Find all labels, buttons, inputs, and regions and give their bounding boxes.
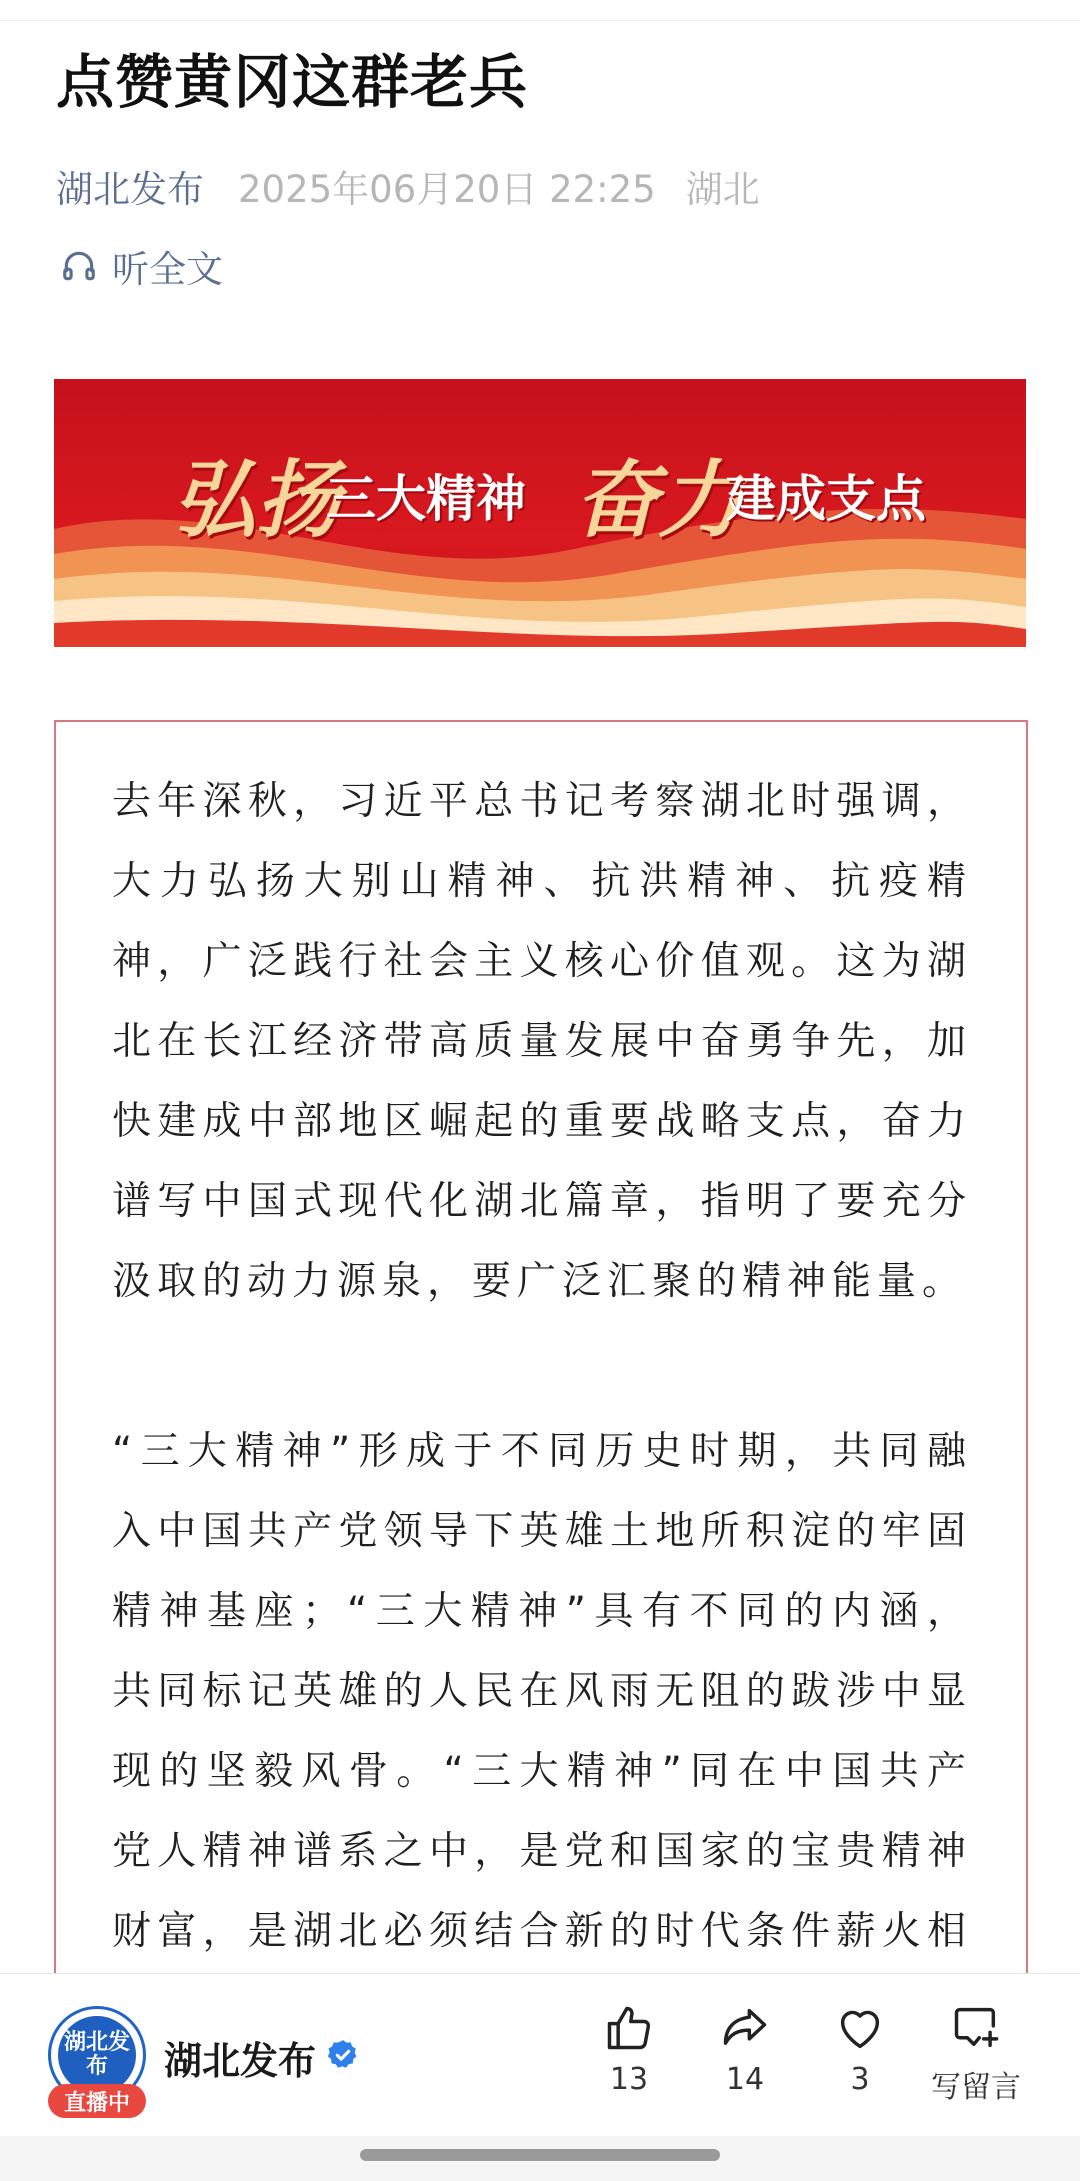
- article-content: [54, 720, 1028, 2042]
- listen-full-button[interactable]: [60, 240, 223, 292]
- avatar-logo: 湖北发布: [58, 2016, 136, 2094]
- article-title: 点赞黄冈这群老兵: [56, 48, 529, 116]
- banner-calligraphy-1: 弘扬: [172, 450, 341, 549]
- share-button[interactable]: [690, 2002, 800, 2097]
- home-indicator[interactable]: [360, 2149, 720, 2161]
- share-arrow-icon: [719, 2002, 771, 2054]
- banner-text-2: 建成支点: [726, 470, 926, 528]
- article-meta: [56, 160, 760, 212]
- banner-text-1: 三大精神: [326, 470, 526, 528]
- banner-calligraphy-2: 奋力: [574, 450, 743, 549]
- publish-datetime: 2025年06月20日 22:25: [238, 168, 656, 211]
- article-paragraph: “三大精神”形成于不同历史时期，共同融入中国共产党领导下英雄土地所积淀的牢固精神基座；“三大精神”具有不同的内涵，共同标记英雄的人民在风雨无阻的跋涉中显现的坚毅风骨。“三大精神”同在中国共产党人精神谱系之中，是党和国家的宝贵精神财富，是湖北必须结合新的时代条件薪火相: [112, 1429, 972, 1954]
- source-link[interactable]: 湖北发布: [56, 168, 204, 211]
- like-count: 13: [609, 2062, 649, 2097]
- article-paragraph: 去年深秋，习近平总书记考察湖北时强调，大力弘扬大别山精神、抗洪精神、抗疫精神，广泛践行社会主义核心价值观。这为湖北在长江经济带高质量发展中奋勇争先，加快建成中部地区崛起的重要战略支点，奋力谱写中国式现代化湖北篇章，指明了要充分汲取的动力源泉，要广泛汇聚的精神能量。: [112, 779, 972, 1304]
- bottom-action-bar: [0, 1973, 1080, 2137]
- verified-icon: [326, 2038, 360, 2072]
- publish-location: 湖北: [685, 168, 760, 211]
- thumbs-up-icon: [603, 2002, 655, 2054]
- comment-label: 写留言: [931, 2070, 1021, 2105]
- comment-add-icon: [950, 2002, 1002, 2054]
- status-bar-edge: [0, 0, 1080, 21]
- share-count: 14: [725, 2062, 765, 2097]
- favorite-button[interactable]: [805, 2002, 915, 2097]
- like-button[interactable]: [574, 2002, 684, 2097]
- banner-image: [54, 379, 1026, 647]
- heart-icon: [834, 2002, 886, 2054]
- live-badge[interactable]: 直播中: [48, 2084, 146, 2118]
- account-name[interactable]: 湖北发布: [164, 2039, 317, 2083]
- headphones-icon: [60, 247, 98, 285]
- listen-full-label: 听全文: [112, 248, 223, 291]
- favorite-count: 3: [850, 2062, 870, 2097]
- comment-button[interactable]: [921, 2002, 1031, 2106]
